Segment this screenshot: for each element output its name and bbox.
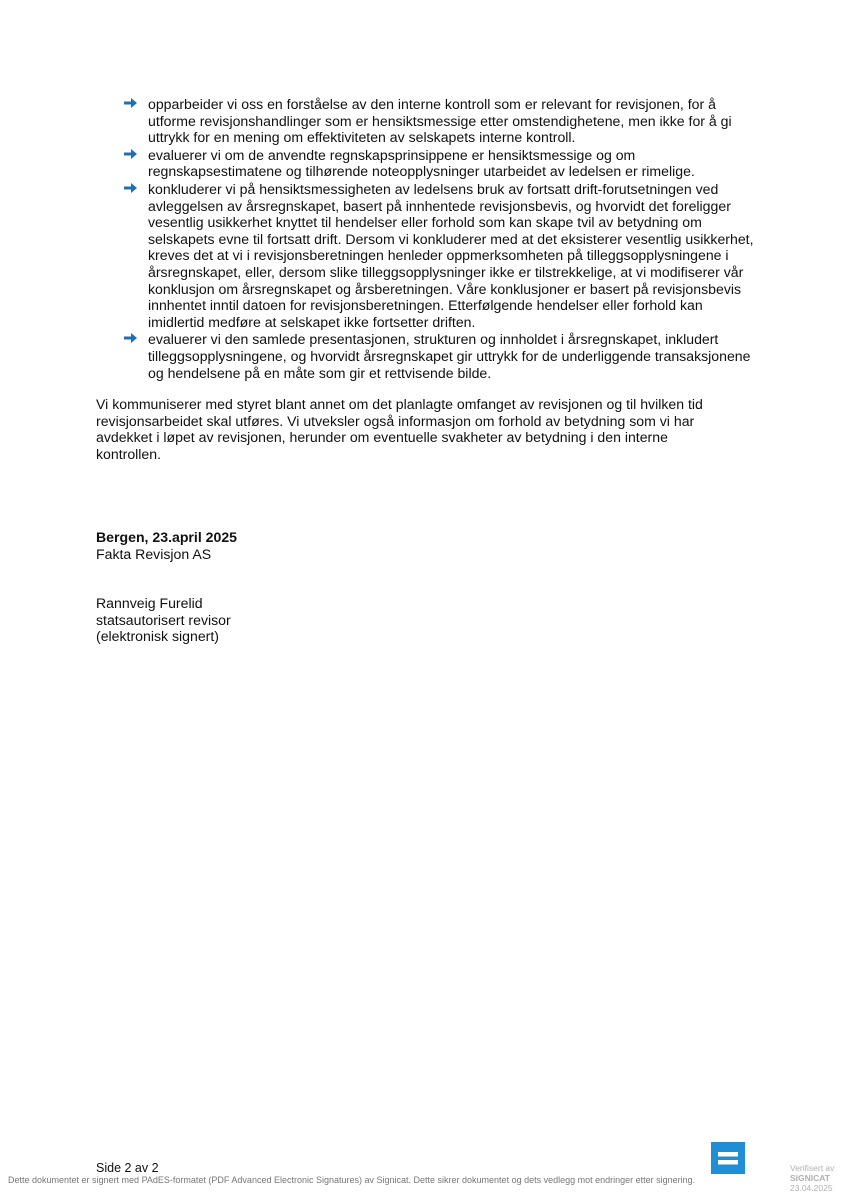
verified-label: Verifisert av <box>790 1163 835 1173</box>
list-item-text: evaluerer vi om de anvendte regnskapsprinsippene er hensiktsmessige og om regnskapsestimatene og tilhørende noteopplysninger utarbeidet av ledelsen er rimelige. <box>148 146 695 180</box>
verified-stamp <box>790 1163 834 1193</box>
signer-name: Rannveig Furelid <box>96 595 203 611</box>
signer-title: statsautorisert revisor <box>96 611 231 628</box>
arrow-right-icon <box>124 182 138 194</box>
place-date: Bergen, 23.april 2025 <box>96 529 238 545</box>
list-item-text: konkluderer vi på hensiktsmessigheten av ledelsens bruk av fortsatt drift-forutsetningen ved avleggelsen av årsregnskapet, basert på innhentede revisjonsbevis, og hvorvidt det foreligger vesentlig usikkerhet knyttet til hendelser eller forhold som kan skape tvil av betydning om selskapets evne til fortsatt drift. Dersom vi konkluderer med at det eksisterer vesentlig usikkerhet, kreves det at vi i revisjonsberetningen henleder oppmerksomheten på tilleggsopplysningene i årsregnskapet, eller, dersom slike tilleggsopplysninger ikke er tilstrekkelige, at vi modifiserer vår konklusjon om årsregnskapet og årsberetningen. Våre konklusjoner er basert på revisjonsbevis innhentet inntil datoen for revisjonsberetningen. Etterfølgende hendelser eller forhold kan imidlertid medføre at selskapet ikke fortsetter driften. <box>148 180 754 330</box>
list-item-text: evaluerer vi den samlede presentasjonen, strukturen og innholdet i årsregnskapet, inkludert tilleggsopplysningene, og hvorvidt årsregnskapet gir uttrykk for de underliggende transaksjonene og hendelsene på en måte som gir et rettvisende bilde. <box>148 331 751 381</box>
audit-procedures-list <box>124 96 754 382</box>
verified-date: 23.04.2025 <box>790 1183 833 1193</box>
arrow-right-icon <box>124 148 138 160</box>
arrow-right-icon <box>124 97 138 109</box>
signicat-logo-icon <box>711 1142 745 1174</box>
list-item <box>124 331 754 381</box>
list-item <box>124 96 754 146</box>
signer-block <box>96 595 231 645</box>
list-item <box>124 181 754 330</box>
page-number: Side 2 av 2 <box>96 1161 159 1175</box>
communication-paragraph: Vi kommuniserer med styret blant annet om det planlagte omfanget av revisjonen og til hvilken tid revisjonsarbeidet skal utføres. Vi utveksler også informasjon om forhold av betydning som vi har avdekket i løpet av revisjonen, herunder om eventuelle svakheter av betydning i den interne kontrollen. <box>96 396 703 462</box>
list-item <box>124 147 754 180</box>
list-item-text: opparbeider vi oss en forståelse av den interne kontroll som er relevant for revisjonen, for å utforme revisjonshandlinger som er hensiktsmessige etter omstendighetene, men ikke for å gi uttrykk for en mening om effektiviteten av selskapets interne kontroll. <box>148 96 732 146</box>
verified-brand: SIGNICAT <box>790 1173 830 1183</box>
firm-name: Fakta Revisjon AS <box>96 545 212 562</box>
arrow-right-icon <box>124 332 138 344</box>
signature-note: (elektronisk signert) <box>96 628 219 645</box>
signing-footer-note: Dette dokumentet er signert med PAdES-formatet (PDF Advanced Electronic Signatures) av Signicat. Dette sikrer dokumentet og dets vedlegg mot endringer etter signering. <box>8 1175 696 1185</box>
signature-place-date-block <box>96 529 237 562</box>
